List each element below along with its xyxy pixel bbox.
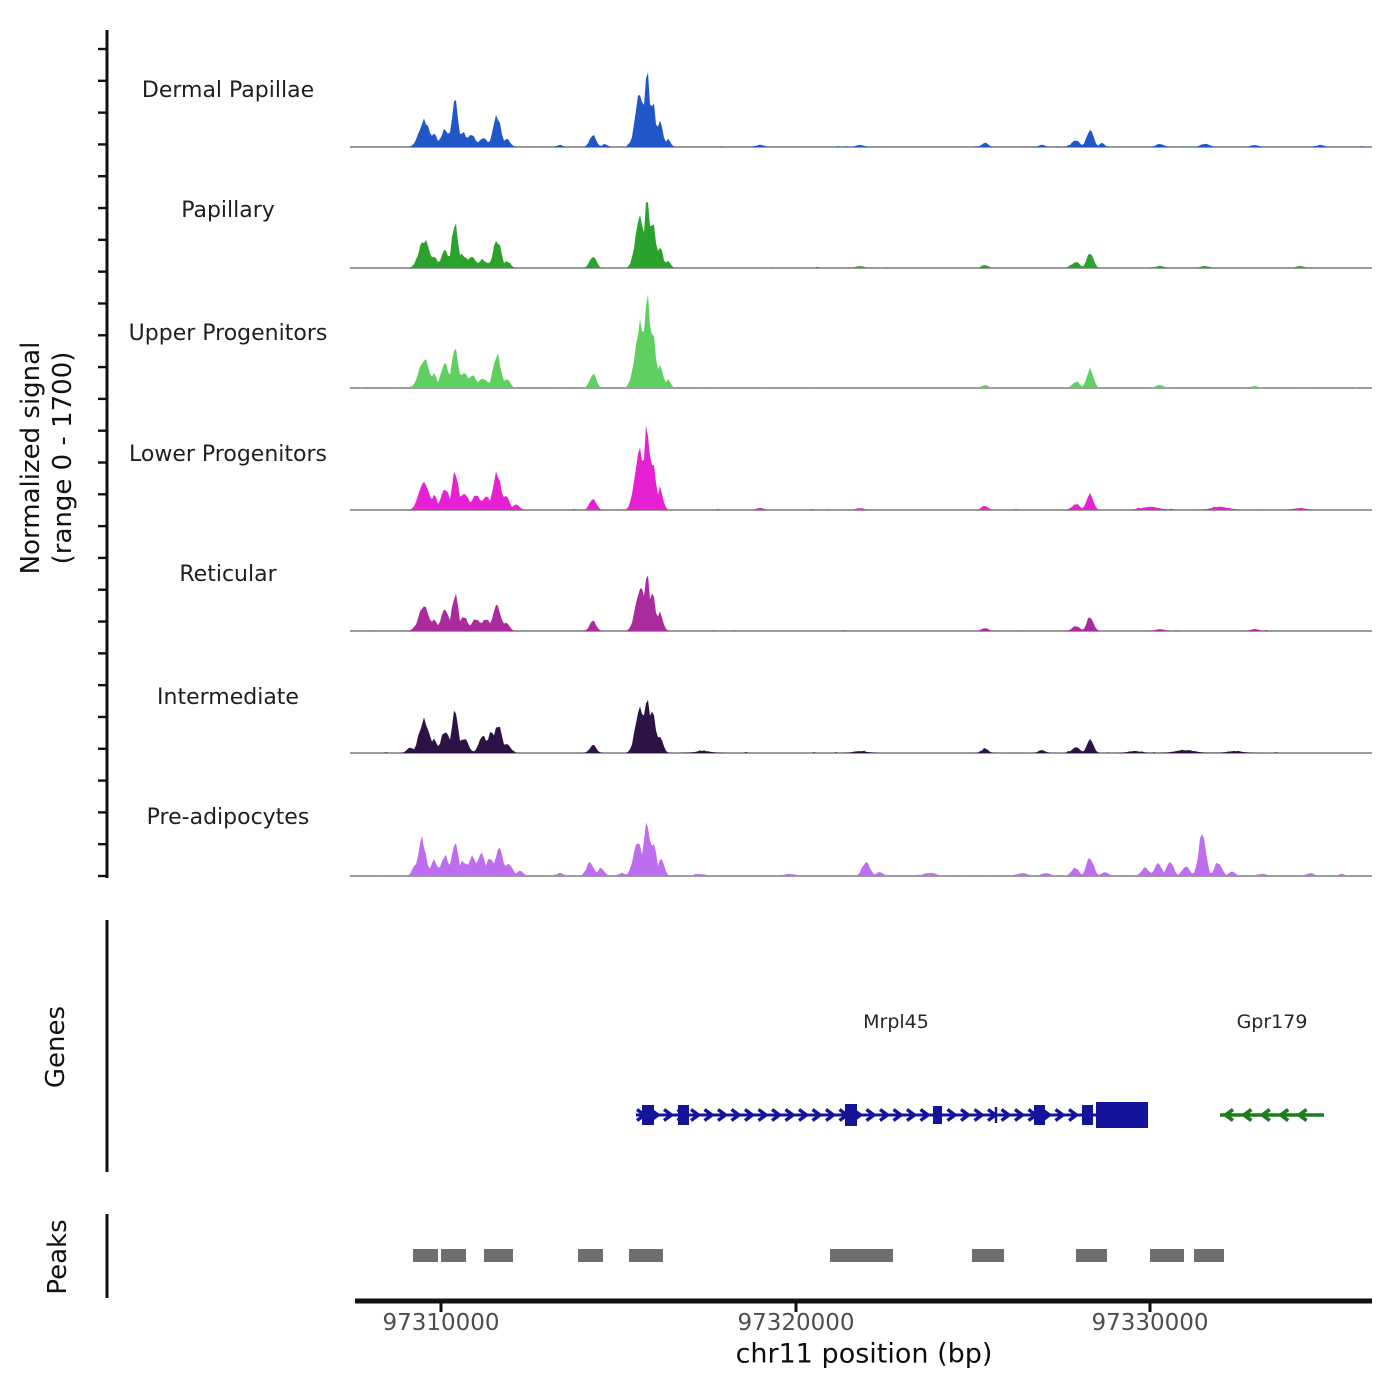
x-tick-label: 97320000: [737, 1310, 855, 1336]
track-label: Intermediate: [157, 685, 299, 710]
signal-area-pre-adipocytes: [350, 823, 1372, 877]
signal-area-reticular: [350, 575, 1372, 631]
track-label: Lower Progenitors: [129, 442, 327, 467]
gene-label-gpr179: Gpr179: [1236, 1011, 1308, 1033]
y-axis-label: [15, 342, 79, 575]
x-axis-title: chr11 position (bp): [735, 1338, 993, 1370]
peak-call-rect: [578, 1249, 603, 1262]
track-label: Reticular: [179, 562, 277, 587]
peak-call-rect: [830, 1249, 893, 1262]
gene-model-gpr179: [1220, 1110, 1324, 1121]
y-axis-label-line1: Normalized signal: [16, 341, 46, 575]
track-label: Papillary: [181, 198, 275, 223]
gene-label-mrpl45: Mrpl45: [863, 1011, 929, 1033]
gene-exon: [1034, 1105, 1045, 1125]
gene-exon: [1082, 1105, 1093, 1125]
gene-exon: [642, 1105, 654, 1125]
signal-tracks-layer: [350, 73, 1372, 877]
gene-thin-exon: [995, 1107, 997, 1123]
genes-section-label: Genes: [41, 1005, 71, 1089]
signal-area-papillary: [350, 202, 1372, 268]
signal-area-intermediate: [350, 700, 1372, 753]
peak-call-rect: [484, 1249, 513, 1262]
gene-models-layer: [636, 1102, 1324, 1128]
gene-model-mrpl45: [636, 1102, 1148, 1128]
signal-area-dermal-papillae: [350, 73, 1372, 148]
peak-call-rect: [1076, 1249, 1107, 1262]
peak-call-rect: [1194, 1249, 1224, 1262]
track-label: Pre-adipocytes: [146, 805, 310, 830]
peak-call-rect: [441, 1249, 466, 1262]
x-tick-label: 97330000: [1091, 1310, 1209, 1336]
gene-exon: [678, 1105, 689, 1125]
signal-area-upper-progenitors: [350, 294, 1372, 388]
peak-call-rect: [972, 1249, 1004, 1262]
peak-calls-layer: [413, 1249, 1224, 1262]
gene-exon: [845, 1104, 857, 1126]
signal-area-lower-progenitors: [350, 425, 1372, 510]
track-label: Upper Progenitors: [128, 321, 328, 346]
peaks-section-label: Peaks: [43, 1219, 73, 1295]
y-axis-label-line2: (range 0 - 1700): [48, 351, 78, 565]
gene-exon: [933, 1106, 942, 1124]
track-label: Dermal Papillae: [141, 78, 315, 103]
peak-call-rect: [629, 1249, 663, 1262]
peak-call-rect: [1150, 1249, 1184, 1262]
x-tick-label: 97310000: [382, 1310, 500, 1336]
peak-call-rect: [413, 1249, 438, 1262]
gene-terminal-exon: [1096, 1102, 1148, 1128]
